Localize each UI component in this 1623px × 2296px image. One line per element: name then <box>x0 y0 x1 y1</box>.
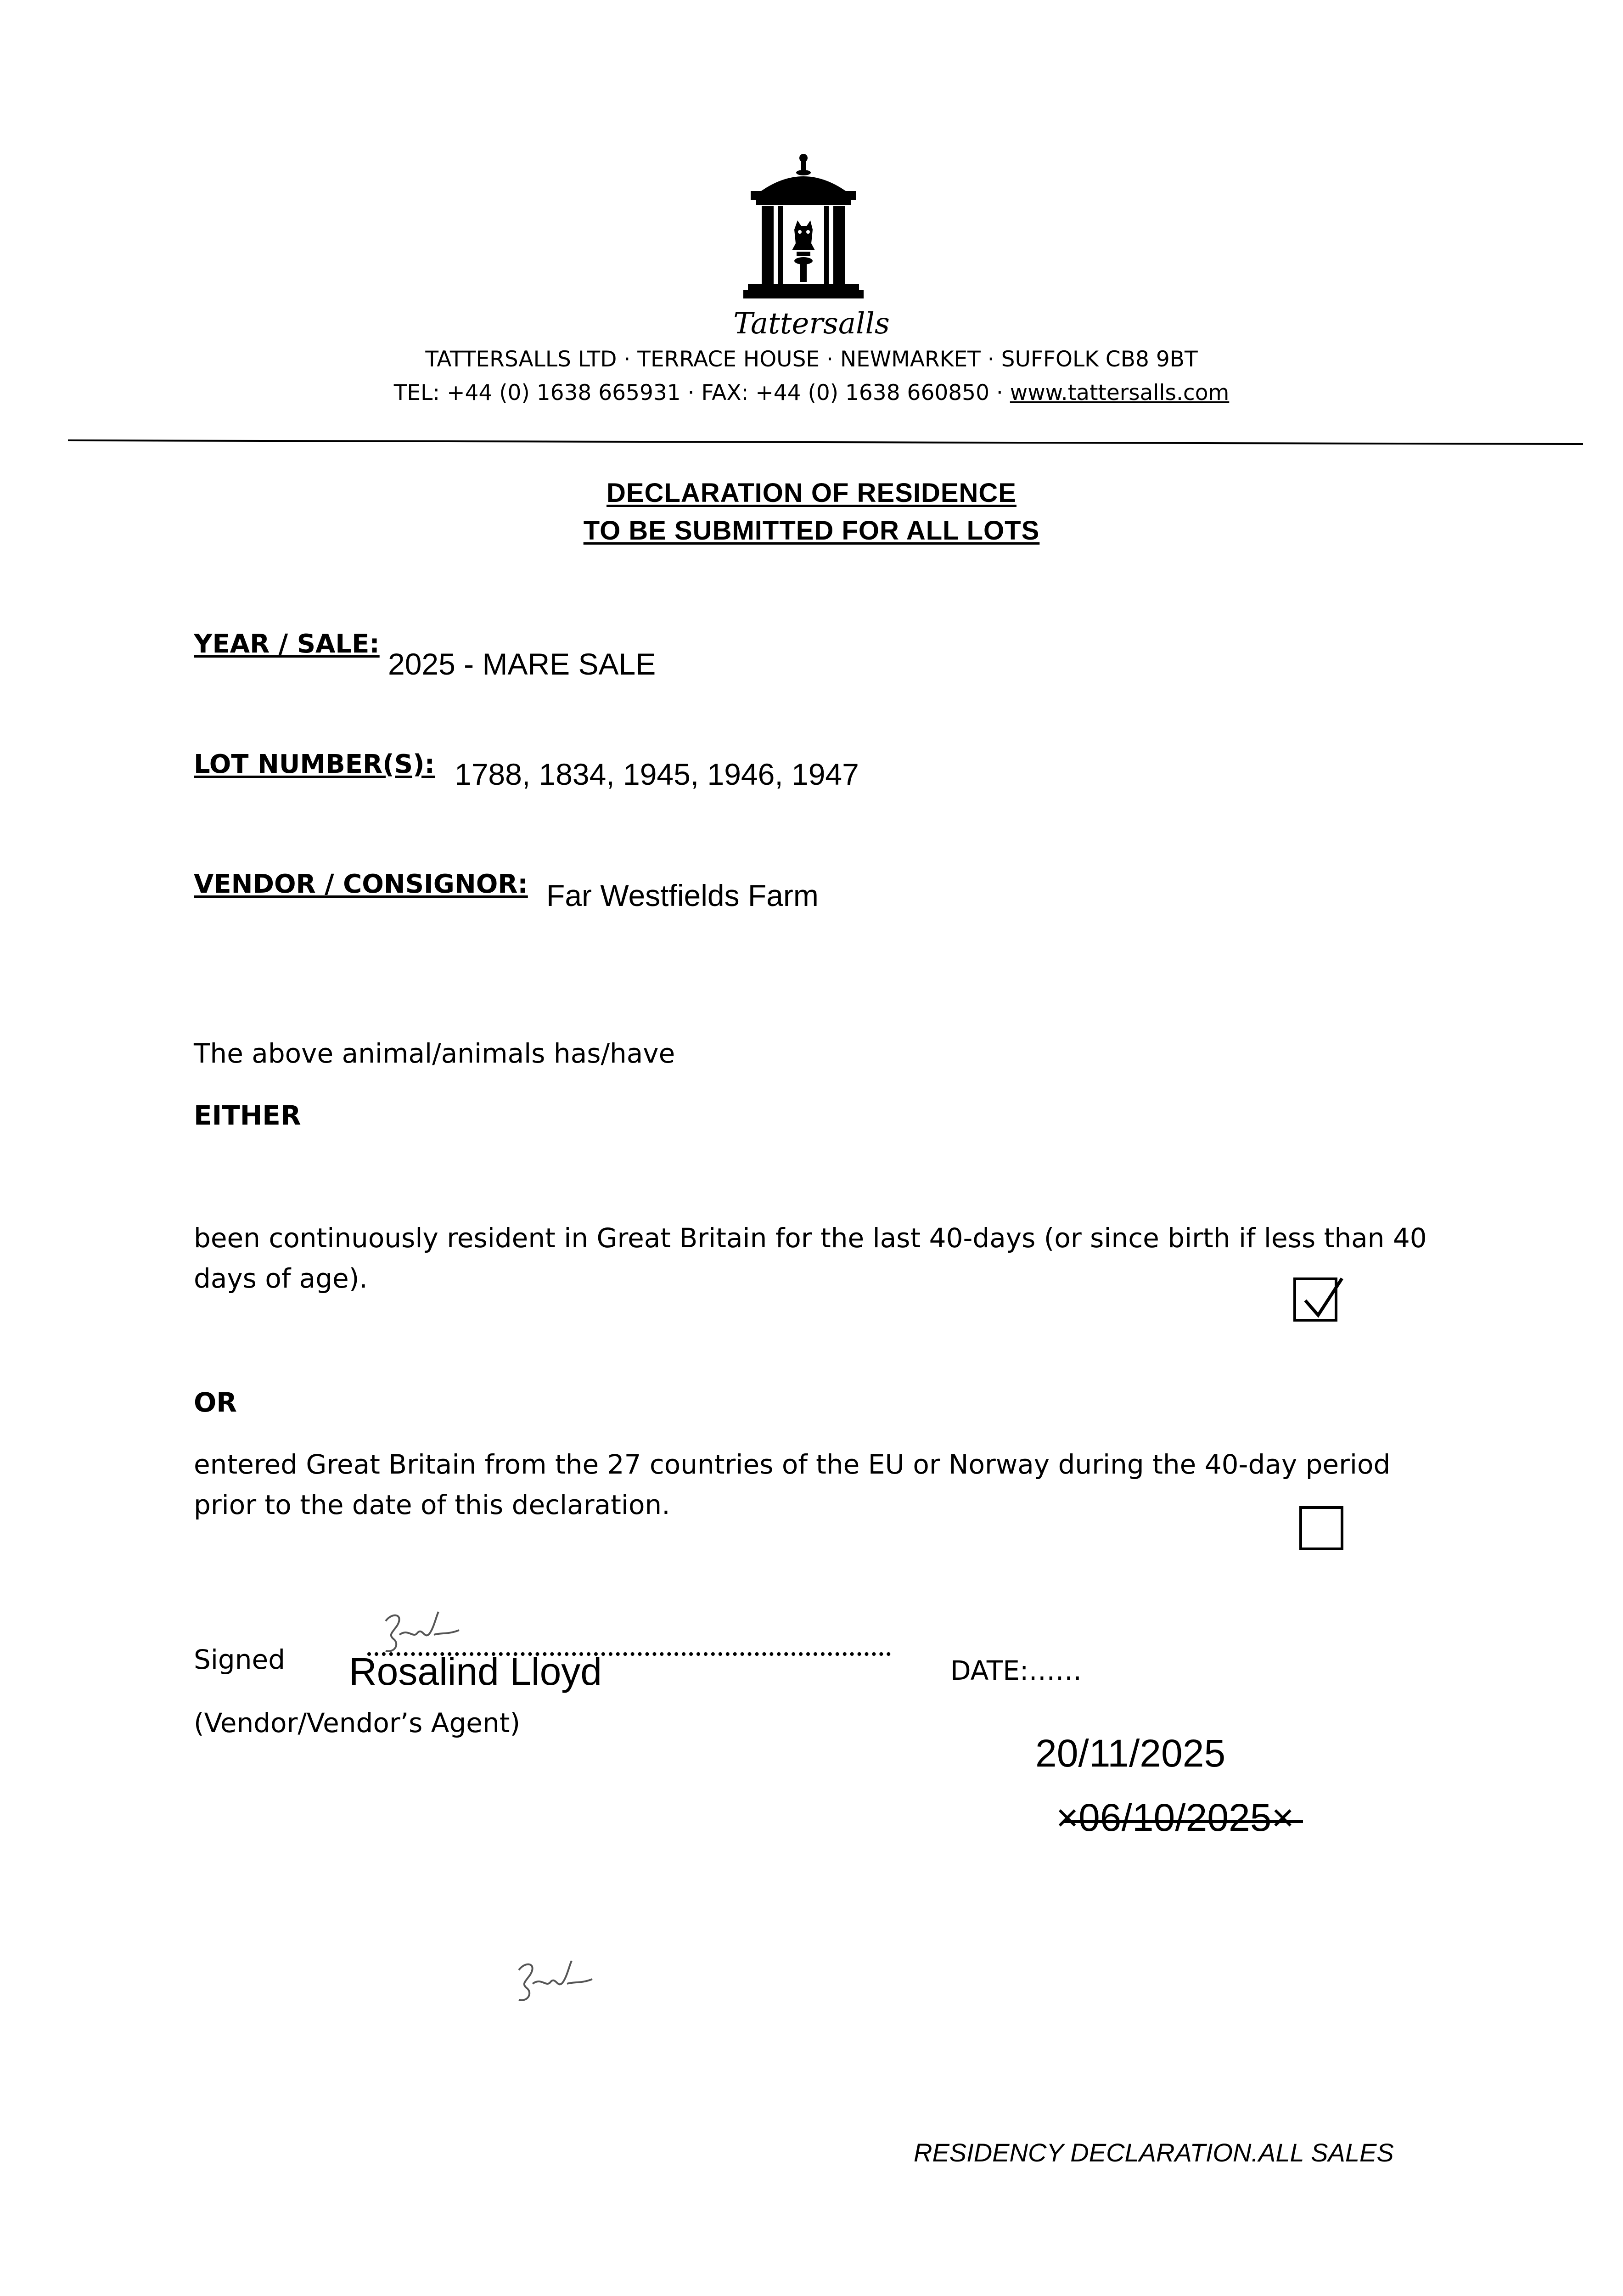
contact-numbers: TEL: +44 (0) 1638 665931 · FAX: +44 (0) 1638 660850 · <box>393 380 1010 405</box>
handwritten-initials <box>505 1956 624 2007</box>
year-sale-value: 2025 - MARE SALE <box>388 647 656 681</box>
signed-label: Signed <box>194 1644 286 1675</box>
date-label: DATE:…… <box>950 1655 1082 1686</box>
signer-name: Rosalind Lloyd <box>349 1650 602 1693</box>
strikethrough-line <box>1064 1818 1303 1825</box>
option2-checkbox[interactable] <box>1299 1506 1343 1550</box>
role-label: (Vendor/Vendor’s Agent) <box>194 1707 521 1739</box>
lot-numbers-label: LOT NUMBER(S): <box>194 749 435 779</box>
website-link[interactable]: www.tattersalls.com <box>1010 380 1230 405</box>
document-subtitle: TO BE SUBMITTED FOR ALL LOTS <box>583 516 1040 546</box>
checkmark-icon <box>1303 1277 1344 1322</box>
option2-text: entered Great Britain from the 27 countries of the EU or Norway during the 40-day period prior to the date of this declaration. <box>194 1449 1391 1520</box>
date-struck: ×06/10/2025× <box>1056 1796 1294 1839</box>
vendor-label: VENDOR / CONSIGNOR: <box>194 869 528 899</box>
company-contact <box>0 380 1623 405</box>
date-value: 20/11/2025 <box>1035 1732 1226 1775</box>
year-sale-label: YEAR / SALE: <box>194 629 380 659</box>
vendor-value: Far Westfields Farm <box>546 878 819 912</box>
footer-text: RESIDENCY DECLARATION.ALL SALES <box>914 2138 1394 2167</box>
option1-text: been continuously resident in Great Britain for the last 40-days (or since birth if less than 40 days of age). <box>194 1222 1427 1294</box>
or-label: OR <box>194 1387 237 1418</box>
option1-checkbox[interactable] <box>1293 1277 1337 1322</box>
document-title: DECLARATION OF RESIDENCE <box>607 478 1016 508</box>
declaration-intro: The above animal/animals has/have <box>194 1038 675 1069</box>
header-divider <box>68 439 1583 445</box>
lot-numbers-value: 1788, 1834, 1945, 1946, 1947 <box>455 757 859 791</box>
brand-name: Tattersalls <box>733 307 890 341</box>
either-label: EITHER <box>194 1100 301 1131</box>
tattersalls-logo <box>741 152 865 308</box>
company-address: TATTERSALLS LTD · TERRACE HOUSE · NEWMARKET · SUFFOLK CB8 9BT <box>425 347 1198 372</box>
